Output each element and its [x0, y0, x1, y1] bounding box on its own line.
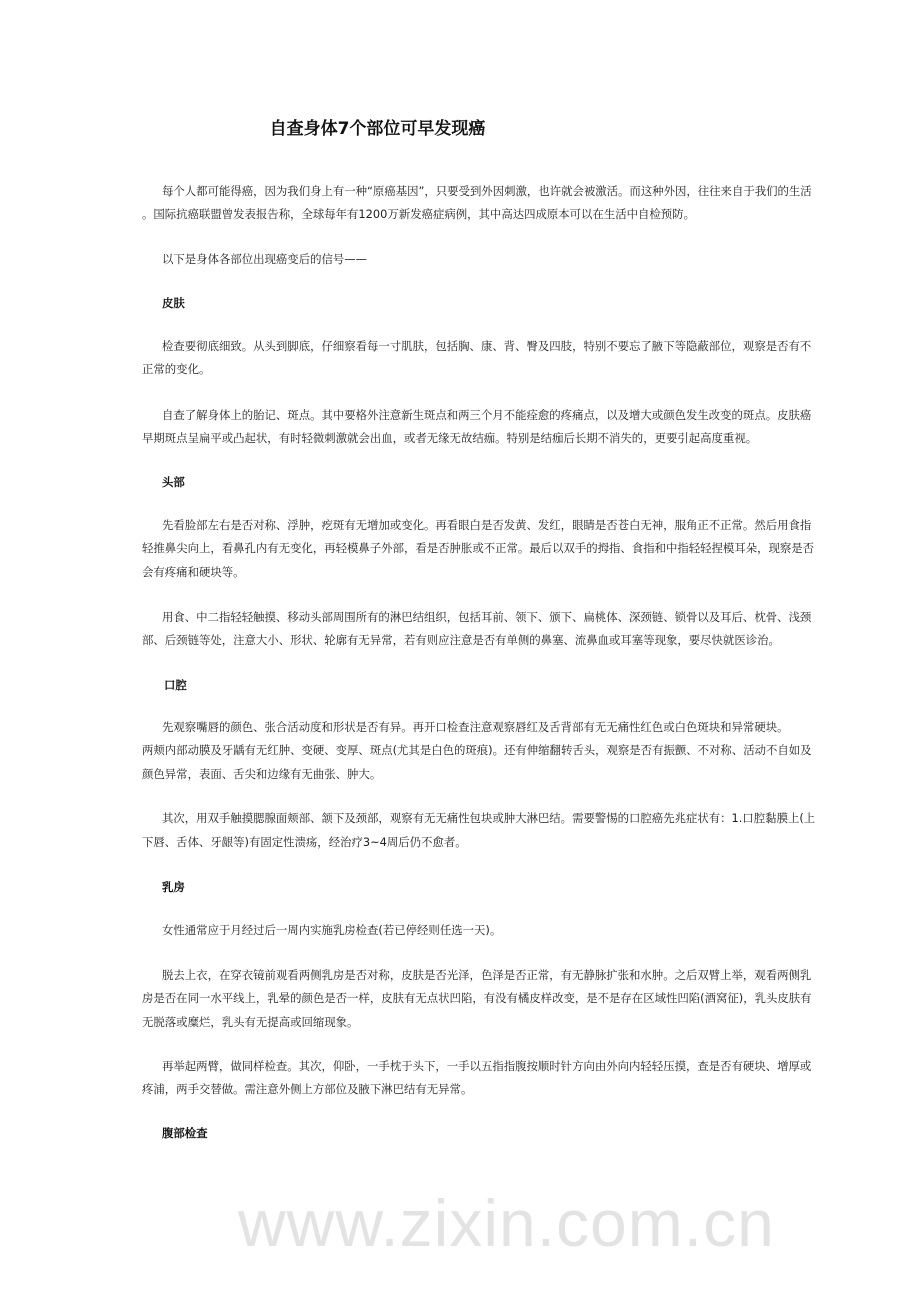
paragraph-line: 先看脸部左右是否对称、浮肿，疙斑有无增加或变化。再看眼白是否发黄、发红，眼睛是否苍白无神，服角正不正常。然后用食指: [162, 518, 812, 532]
paragraph-line: 房是否在同一水平线上，乳晕的颜色是否一样，皮肤有无点状凹陷，有没有橘皮样改变，是不是存在区域性凹陷(酒窝征)，乳头皮肤有: [142, 991, 812, 1005]
page-title: 自查身体7个部位可早发现癌: [269, 119, 486, 139]
paragraph-line: 再举起两臂，做同样检查。其次，仰卧，一手枕于头下，一手以五指指腹按顺时针方向由外向内轻轻压摸，查是否有硬块、增厚或: [162, 1059, 812, 1073]
paragraph-line: 用食、中二指轻轻触摸、移动头部周围所有的淋巴结组织，包括耳前、领下、颁下、扁桃体、深颈链、锁骨以及耳后、枕骨、浅颈: [162, 610, 812, 624]
section-heading-abdomen: 腹部检查: [162, 1126, 208, 1140]
paragraph-line: 自查了解身体上的胎记、斑点。其中要格外注意新生斑点和两三个月不能痊愈的疼痛点，以及增大或颜色发生改变的斑点。皮肤癌: [162, 408, 812, 422]
paragraph-line: 其次，用双手触摸腮腺面颊部、颔下及颈部，观察有无无痛性包块或肿大淋巴结。需要警惕的口腔癌先兆症状有：1.口腔黏膜上(上: [162, 811, 816, 825]
paragraph-line: 颜色异常，表面、舌尖和边缘有无曲张、肿大。: [142, 767, 382, 781]
section-heading-mouth: 口腔: [164, 678, 187, 692]
paragraph-line: 以下是身体各部位出现癌变后的信号——: [162, 252, 368, 266]
paragraph-line: 每个人都可能得癌，因为我们身上有一种“原癌基因”，只要受到外因刺激，也许就会被激活。而这种外因，往往来自于我们的生活: [162, 184, 812, 198]
paragraph-line: 脱去上衣，在穿衣镜前观看两侧乳房是否对称，皮肤是否光泽，色泽是否正常，有无静脉扩张和水肿。之后双臂上举，观看两侧乳: [162, 968, 812, 982]
paragraph-line: 无脱落或糜烂，乳头有无提高或回缩现象。: [142, 1015, 359, 1029]
paragraph-line: 女性通常应于月经过后一周内实施乳房检查(若已停经则任选一天)。: [162, 923, 502, 937]
paragraph-line: 疼浦，两手交替做。需注意外侧上方部位及腋下淋巴结有无异常。: [142, 1082, 473, 1096]
paragraph-line: 检查要彻底细致。从头到脚底，仔细察看每一寸肌肤，包括胸、康、背、臀及四肢，特别不要忘了腋下等隐蔽部位，观察是否有不: [162, 339, 812, 353]
watermark: www.zixin.com.cn: [238, 1186, 775, 1260]
paragraph-line: 。国际抗癌联盟曾发表报告称，全球每年有1200万新发癌症病例，其中高达四成原本可以在生活中自检预防。: [142, 207, 695, 221]
paragraph-line: 轻推鼻尖向上，看鼻孔内有无变化，再轻模鼻子外部，看是否肿胀或不正常。最后以双手的拇指、食指和中指轻轻捏模耳朵，现察是否: [142, 541, 815, 555]
paragraph-line: 先观察嘴唇的颜色、张合活动度和形状是否有异。再开口检查注意观察唇红及舌背部有无无痛性红色或白色斑块和异常硬块。: [162, 720, 789, 734]
paragraph-line: 会有疼痛和硬块等。: [142, 565, 245, 579]
section-heading-head: 头部: [162, 475, 185, 489]
paragraph-line: 正常的变化。: [142, 362, 211, 376]
paragraph-line: 两颊内部动膜及牙龋有无红肿、变硬、变厚、斑点(尤其是白色的斑痕)。还有伸缩翻转舌头，观察是否有振颤、不对称、活动不自如及: [142, 743, 812, 757]
section-heading-skin: 皮肤: [162, 296, 185, 310]
paragraph-line: 部、后颈链等处，注意大小、形状、轮廓有无异常，若有则应注意是否有单侧的鼻塞、流鼻血或耳塞等现象，要尽快就医诊治。: [142, 633, 780, 647]
paragraph-line: 早期斑点呈扁平或凸起状，有时轻微刺激就会出血，或者无缘无故结痂。特别是结痂后长期不消失的，更要引起高度重视。: [142, 431, 758, 445]
section-heading-breast: 乳房: [162, 880, 185, 894]
paragraph-line: 下唇、舌体、牙龈等)有固定性溃疡，经治疗3~4周后仍不愈者。: [142, 835, 467, 849]
